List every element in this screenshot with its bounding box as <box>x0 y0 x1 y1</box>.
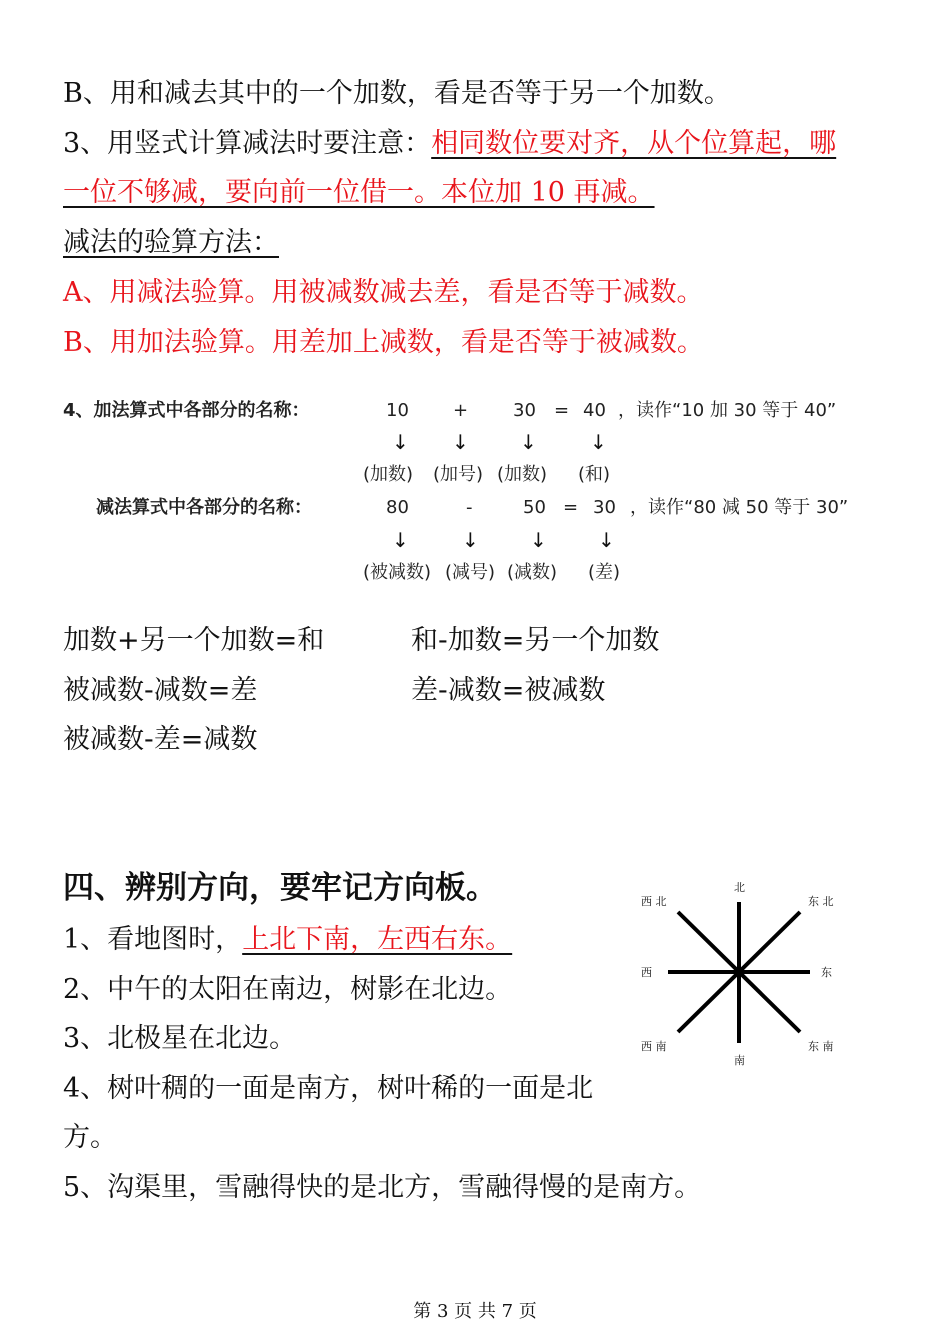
add-term-plus: + <box>453 400 469 421</box>
sub-part-minus-sign: (减号) <box>445 562 496 583</box>
sub-part-subtrahend: (减数) <box>507 562 558 583</box>
subtraction-verify-title: 减法的验算方法： <box>63 227 279 258</box>
add-part-plus-sign: (加号) <box>433 464 484 485</box>
arrow-down-icon: ↓ <box>598 528 615 552</box>
arrow-down-icon: ↓ <box>452 430 469 454</box>
add-term-equals: = <box>554 400 570 421</box>
compass-label-north: 北 <box>734 881 745 894</box>
direction-item-4-cont: 方。 <box>63 1122 117 1153</box>
subtraction-verify-a: A、用减法验算。用被减数减去差，看是否等于减数。 <box>63 277 704 308</box>
sub-term-equals: = <box>563 497 579 518</box>
arrow-down-icon: ↓ <box>590 430 607 454</box>
sub-term-minus: - <box>466 497 473 518</box>
compass-label-northeast: 东 北 <box>808 895 834 908</box>
arrow-down-icon: ↓ <box>520 430 537 454</box>
direction-item-1-prefix: 1、看地图时， <box>63 924 243 955</box>
add-part-sum: (和) <box>578 464 611 485</box>
sub-term-2: 50 <box>523 497 546 518</box>
text-line-verify-addition-b: B、用和减去其中的一个加数，看是否等于另一个加数。 <box>63 78 731 109</box>
addition-names-label: 4、加法算式中各部分的名称： <box>63 400 310 421</box>
arrow-down-icon: ↓ <box>530 528 547 552</box>
arrow-down-icon: ↓ <box>392 528 409 552</box>
sub-term-difference: 30 <box>593 497 616 518</box>
sub-part-minuend: (被减数) <box>363 562 432 583</box>
add-part-addend-2: (加数) <box>497 464 548 485</box>
direction-item-4: 4、树叶稠的一面是南方，树叶稀的一面是北 <box>63 1073 594 1104</box>
text-line-subtraction-notes <box>63 126 836 162</box>
subtraction-notes-prefix: 3、用竖式计算减法时要注意： <box>63 128 432 159</box>
formula-other-addend: 和-加数=另一个加数 <box>411 625 660 656</box>
compass-label-east: 东 <box>821 966 832 979</box>
arrow-down-icon: ↓ <box>462 528 479 552</box>
formula-sum: 加数+另一个加数=和 <box>63 625 325 656</box>
compass-label-west: 西 <box>641 966 652 979</box>
page-number-footer: 第 3 页 共 7 页 <box>413 1301 537 1322</box>
subtraction-verify-b: B、用加法验算。用差加上减数，看是否等于被减数。 <box>63 327 704 358</box>
add-term-2: 30 <box>513 400 536 421</box>
formula-difference: 被减数-减数=差 <box>63 675 258 706</box>
compass-diagram <box>636 878 846 1073</box>
add-term-sum: 40 <box>583 400 606 421</box>
formula-minuend: 差-减数=被减数 <box>411 675 606 706</box>
direction-item-1-red: 上北下南，左西右东。 <box>242 924 513 955</box>
text-line-subtraction-notes-cont: 一位不够减，要向前一位借一。本位加 10 再减。 <box>63 177 655 208</box>
subtraction-names-label: 减法算式中各部分的名称： <box>96 497 312 518</box>
subtraction-notes-red: 相同数位要对齐，从个位算起，哪 <box>431 128 837 159</box>
compass-label-south: 南 <box>734 1054 745 1067</box>
addition-reading: ，读作“10 加 30 等于 40” <box>618 400 837 421</box>
direction-item-1 <box>63 922 512 958</box>
arrow-down-icon: ↓ <box>392 430 409 454</box>
add-term-1: 10 <box>386 400 409 421</box>
sub-part-difference: (差) <box>588 562 621 583</box>
compass-label-southwest: 西 南 <box>641 1040 667 1053</box>
compass-label-northwest: 西 北 <box>641 895 667 908</box>
formula-subtrahend: 被减数-差=减数 <box>63 724 258 755</box>
add-part-addend-1: (加数) <box>363 464 414 485</box>
sub-term-1: 80 <box>386 497 409 518</box>
compass-label-southeast: 东 南 <box>808 1040 834 1053</box>
section-heading-directions: 四、辨别方向，要牢记方向板。 <box>63 870 497 906</box>
subtraction-reading: ，读作“80 减 50 等于 30” <box>630 497 849 518</box>
direction-item-2: 2、中午的太阳在南边，树影在北边。 <box>63 974 513 1005</box>
direction-item-5: 5、沟渠里，雪融得快的是北方，雪融得慢的是南方。 <box>63 1172 702 1203</box>
direction-item-3: 3、北极星在北边。 <box>63 1023 297 1054</box>
